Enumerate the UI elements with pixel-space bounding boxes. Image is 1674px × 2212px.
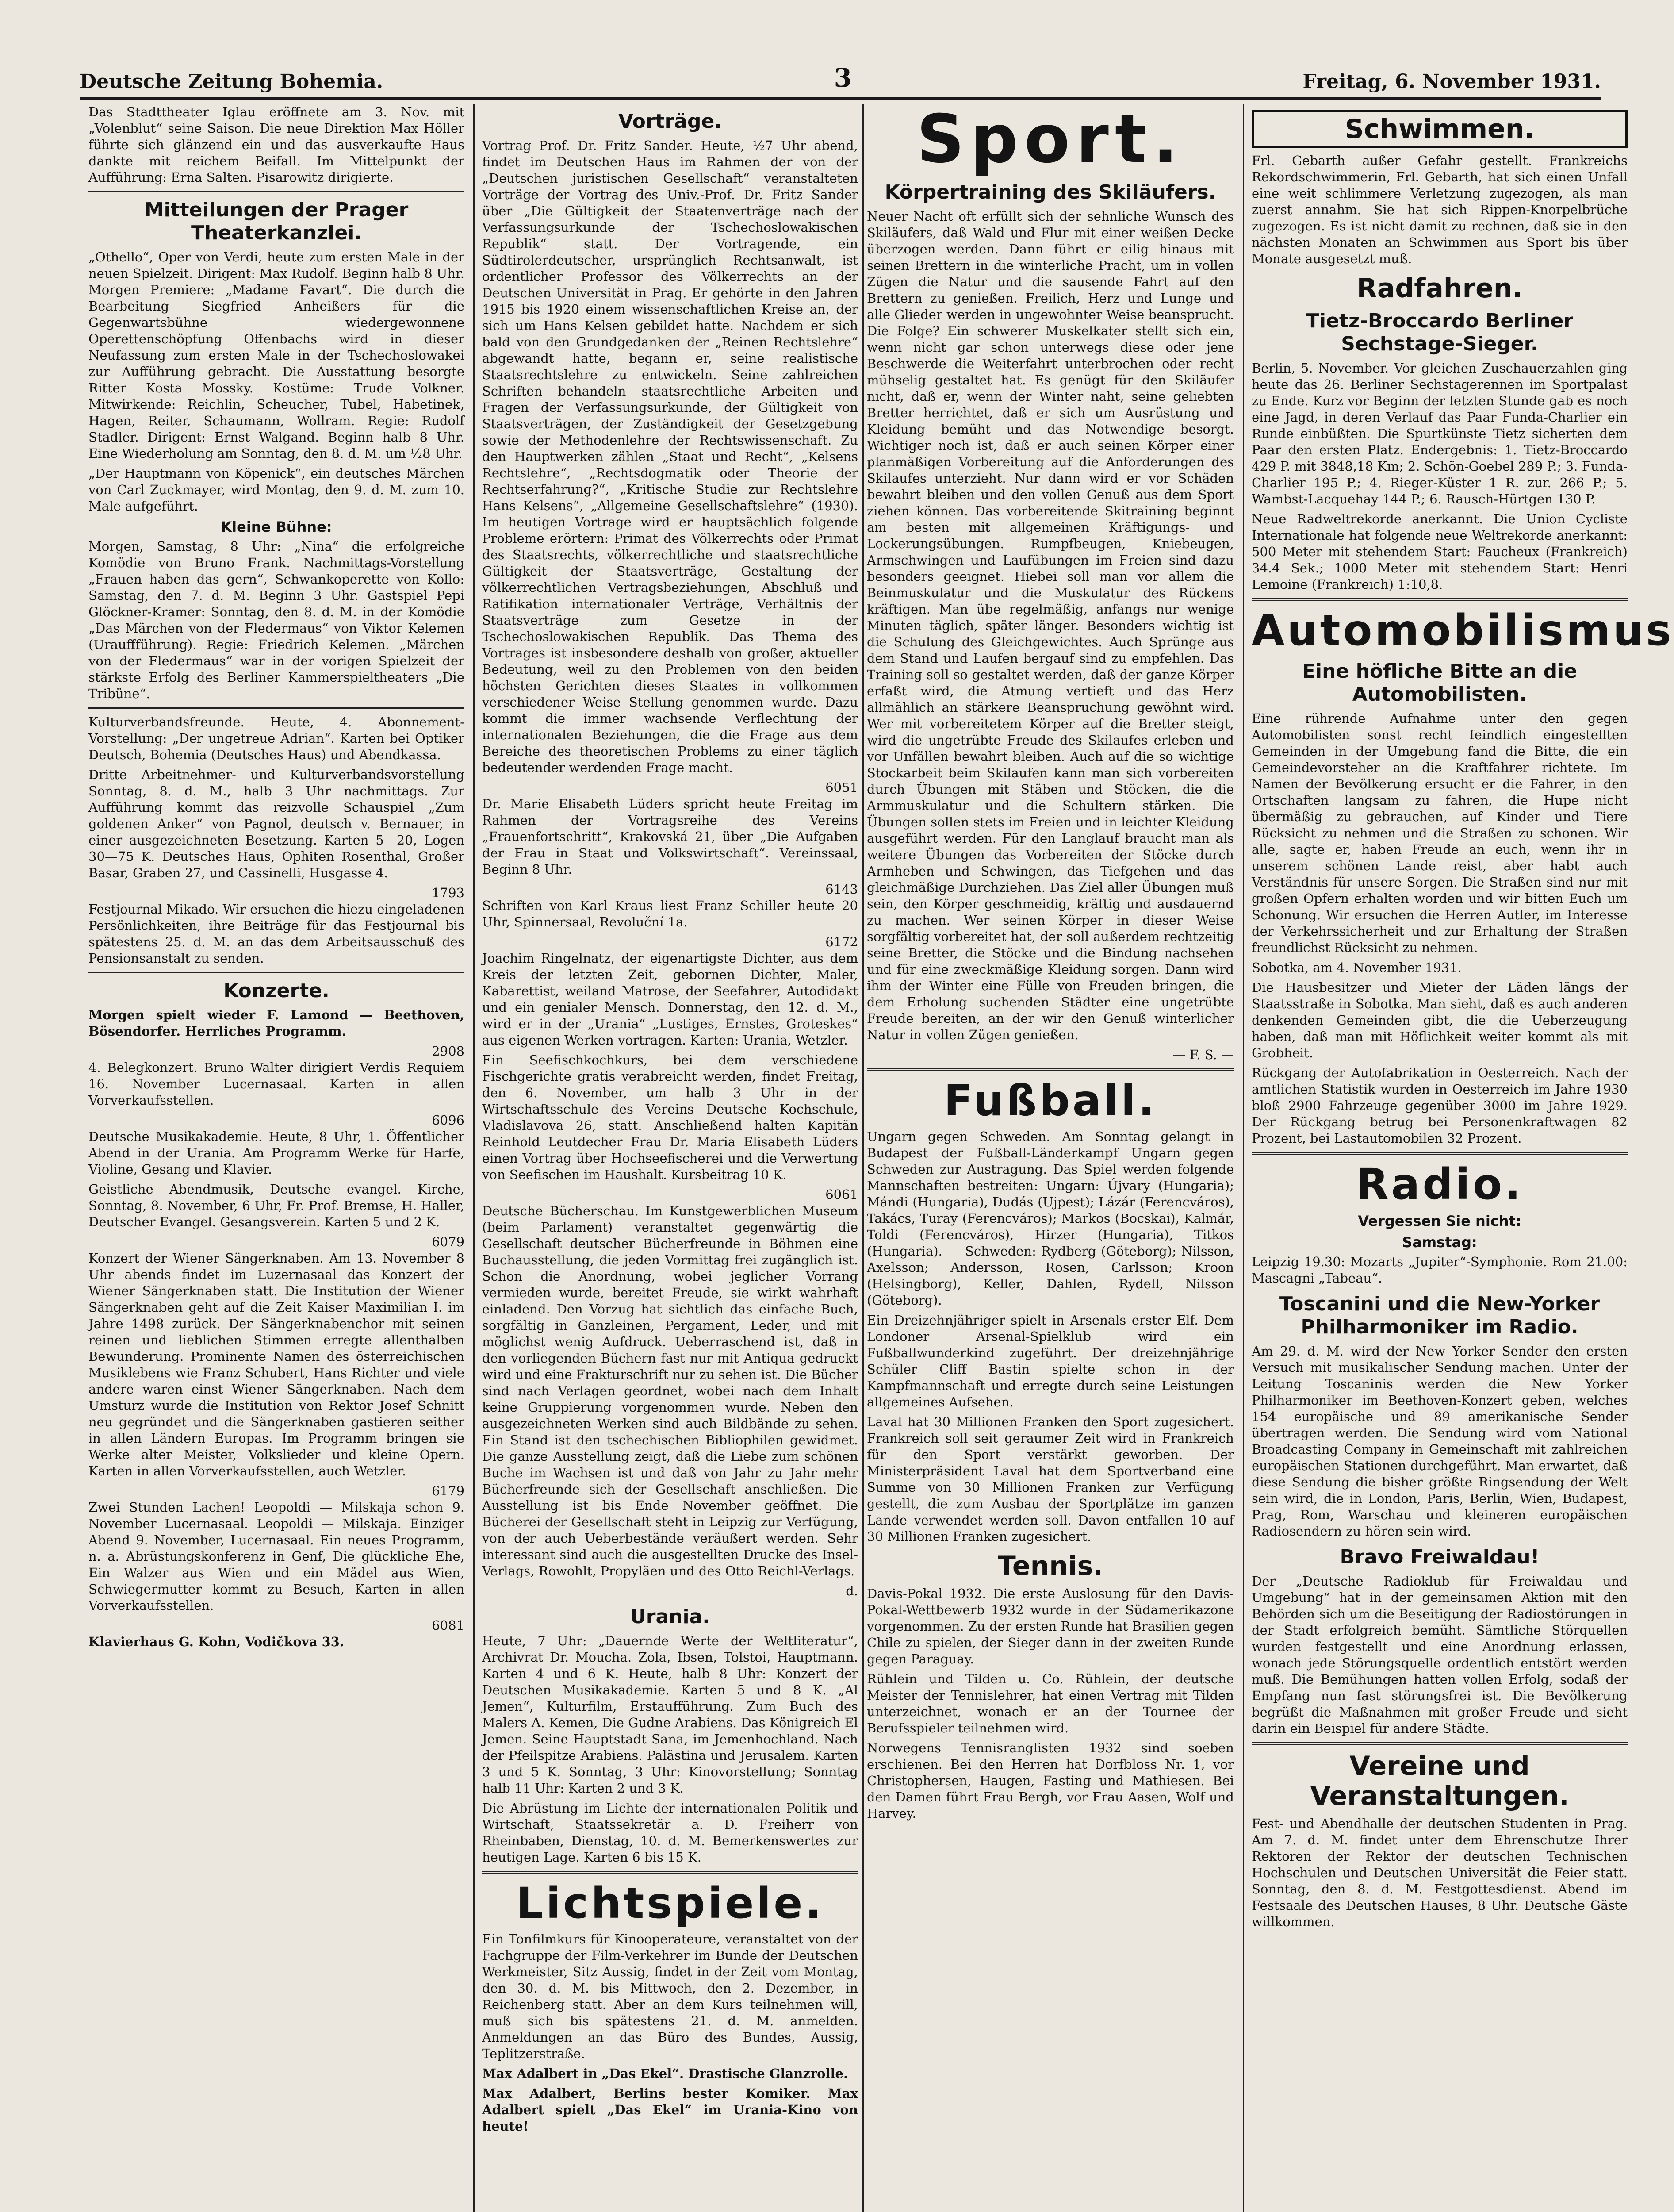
heading-konzerte: Konzerte. — [223, 979, 329, 1002]
heading-samstag: Samstag: — [1402, 1234, 1477, 1251]
heading-skilaeufer: Körpertraining des Skiläufers. — [885, 181, 1216, 204]
heading-hoefliche-bitte: Eine höfliche Bitte an die Automobilisten. — [1302, 660, 1578, 706]
article-ruehlein: Rühlein und Tilden u. Co. Rühlein, der deutsche Meister der Tennislehrer, hat einen Vertrag mit Tilden unterzeichnet, wonach er an der Tournee der Berufsspieler teilnehmen wird. — [867, 1671, 1234, 1736]
heading-theaterkanzlei: Mitteilungen der Prager Theaterkanzlei. — [144, 199, 409, 244]
article-ungarn-schweden: Ungarn gegen Schweden. Am Sonntag gelangt in Budapest der Fußball-Länderkampf Ungarn gegen Schweden zur Austragung. Das Spiel werden folgende Mannschaften bestreiten: Ungarn: Újvary (Hungaria); Mándi (Hungaria), Dudás (Ujpest); Lázár (Ferencváros), Takács, Turay (Ferencváros); Markos (Bocskai), Kalmár, Toldi (Ferencváros), Hirzer (Hungaria), Titkos (Hungaria). — Schweden: Rydberg (Göteborg); Nilsson, Axelsson; Andersson, Rosen, Carlsson; Kroon (Helsingborg), Keller, Dahlen, Rydell, Nilsson (Göteborg). — [867, 1129, 1234, 1308]
ad-number: 2908 — [432, 1044, 464, 1059]
article-skitraining: Neuer Nacht oft erfüllt sich der sehnliche Wunsch des Skiläufers, daß Wald und Flur mit einer weißen Decke überzogen werden. Dann führt er eilig hinaus mit seinen Brettern in die winterliche Pracht, um in vollen Zügen die Natur und die sausende Fahrt auf den Brettern zu genießen. Freilich, Herz und Lunge und alle Glieder werden in ungewohnter Weise beansprucht. Die Folge? Ein schwerer Muskelkater stellt sich ein, wenn nicht gar schon unterwegs diese oder jene Beschwerde die Weiterfahrt unterbrochen oder recht mühselig gestaltet hat. Es genügt für den Skiläufer nicht, daß er, wenn der Winter naht, seine geliebten Bretter herrichtet, daß er sich um Ausrüstung und Kleidung bemüht und das Notwendige besorgt. Wichtiger noch ist, daß er auch seinen Körper einer planmäßigen Vorbereitung auf die Anforderungen des Skilaufes unterzieht. Nur dann wird er vor Schäden bewahrt bleiben und den vollen Genuß aus dem Sport ziehen können. Das vorbereitende Skitraining beginnt am besten mit allgemeinen Kräftigungs- und Lockerungsübungen. Rumpfbeugen, Kniebeugen, Armschwingen und Laufübungen im Freien sind dazu besonders geeignet. Hiebei soll man vor allem die Beinmuskulatur und die Muskulatur des Rückens kräftigen. Man übe regelmäßig, anfangs nur wenige Minuten täglich, später länger. Besonders wichtig ist die Schulung des Gleichgewichtes. Auch Sprünge aus dem Stand und Laufen bergauf sind zu empfehlen. Das Training soll so gestaltet werden, daß der ganze Körper erfaßt wird, die Atmung vertieft und das Herz allmählich an stärkere Beanspruchung gewöhnt wird. Wer mit vorbereitetem Körper auf die Bretter steigt, wird die ungetrübte Freude des Skilaufes erleben und vor Unfällen bewahrt bleiben. Auch auf die so wichtige Stockarbeit beim Skilaufen kann man sich vorbereiten durch Übungen mit Stäben und Stöcken, die die Armmuskulatur und die Schultern stärken. Die Übungen sollen stets im Freien und in leichter Kleidung ausgeführt werden. Für den Langlauf braucht man als weitere Übungen das Vorbereiten der Stöcke durch Armheben und Schwingen, das Tiefgehen und das gleichmäßige Durchziehen. Das Ziel aller Übungen muß sein, den Körper geschmeidig, kräftig und ausdauernd zu machen. Wer seinen Körper in dieser Weise sorgfältig vorbereitet hat, der soll außerdem rechtzeitig seine Bretter, die Stöcke und die Bindung nachsehen und für eine zweckmäßige Kleidung sorgen. Dann wird ihm der Winter eine Fülle von Freuden bringen, die dem Erholung suchenden Städter eine ungetrübte Freude bereiten, an der wir den Genuß winterlicher Natur in vollen Zügen genießen. — [867, 209, 1234, 1042]
heading-freiwaldau: Bravo Freiwaldau! — [1340, 1546, 1540, 1568]
article-buecherschau: Deutsche Bücherschau. Im Kunstgewerblichen Museum (beim Parlament) veranstaltet gegenwärtig die Gesellschaft deutscher Bücherfreunde in Böhmen eine Buchausstellung, die jeden Vormittag frei zugänglich ist. Schon die Anordnung, wobei jeglicher Vorrang vermieden wurde, bereitet Freude, sie wirkt wahrhaft einladend. Den Vorzug hat sichtlich das einfache Buch, sorgfältig in Ganzleinen, Pergament, Leder, und mit möglichst wenig Aufdruck. Ueberraschend ist, daß in den vorliegenden Büchern fast nur mit Antiqua gedruckt wird und eine Frakturschrift nur zu sehen ist. Die Bücher sind nach Verlagen geordnet, wobei nach dem Inhalt keine Gruppierung vorgenommen wurde. Neben den ausgezeichneten Werken sind auch Bildbände zu sehen. Ein Stand ist den tschechischen Bibliophilen gewidmet. Die ganze Ausstellung zeigt, daß die Liebe zum schönen Buche im Wachsen ist und daß von Jahr zu Jahr mehr Bücherfreunde sich der Gesellschaft anschließen. Die Ausstellung ist bis Ende November geöffnet. Die Bücherei der Gesellschaft steht in Leipzig zur Verfügung, von der auch Ueberbestände veräußert werden. Sehr interessant sind auch die ausgestellten Drucke des Insel-Verlags, Rowohlt, Propyläen und des Otto Reichl-Verlags. — [482, 1203, 858, 1578]
divider — [88, 191, 464, 192]
ad-number: 6061 — [825, 1187, 858, 1202]
article-koepenick: „Der Hauptmann von Köpenick“, ein deutsches Märchen von Carl Zuckmayer, wird Montag, den 9. d. M. zum 10. Male aufgeführt. — [88, 466, 464, 514]
column-sport — [867, 101, 1234, 2212]
article-sechstagerennen: Berlin, 5. November. Vor gleichen Zuschauerzahlen ging heute das 26. Berliner Sechstagerennen im Sportpalast zu Ende. Kurz vor Beginn der letzten Stunde gab es noch eine Jagd, in deren Verlauf das Paar Funda-Charlier ein Runde einbüßten. Die Spurtkünste Tietz sicherten dem Paar den ersten Platz. Endergebnis: 1. Tietz-Broccardo 429 P. mit 3848,18 Km; 2. Schön-Goebel 289 P.; 3. Funda-Charlier 195 P.; 4. Rieger-Küster 1 R. zur. 266 P.; 5. Wambst-Lacquehay 144 P.; 6. Rausch-Hürtgen 130 P. — [1252, 361, 1628, 507]
article-toscanini: Am 29. d. M. wird der New Yorker Sender den ersten Versuch mit musikalischer Sendung machen. Unter der Leitung Toscaninis werden die New Yorker Philharmoniker im Beethoven-Konzert geben, welches 154 europäische und 89 amerikanische Sender übertragen werden. Die Sendung wird vom National Broadcasting Company in Gemeinschaft mit zahlreichen europäischen Stationen durchgeführt. Man erwartet, daß diese Sendung die bisher größte Ringsendung der Welt sein wird, die in London, Paris, Berlin, Wien, Budapest, Prag, Rom, Warschau und kleineren europäischen Radiosendern zu hören sein wird. — [1252, 1344, 1628, 1539]
heading-urania: Urania. — [630, 1605, 710, 1628]
divider — [1252, 1152, 1628, 1155]
heading-sechstage: Tietz-Broccardo Berliner Sechstage-Sieger. — [1306, 310, 1573, 355]
divider — [867, 1068, 1234, 1071]
article-sobotka-date: Sobotka, am 4. November 1931. — [1252, 960, 1462, 975]
divider — [1252, 1742, 1628, 1745]
heading-vortraege: Vorträge. — [618, 110, 722, 133]
article-lamond: Morgen spielt wieder F. Lamond — Beethoven, Bösendorfer. Herrliches Programm. — [88, 1007, 464, 1039]
masthead-rule — [80, 97, 1601, 100]
heading-sport: Sport. — [916, 101, 1184, 178]
ad-number: 6079 — [432, 1234, 464, 1249]
heading-automobilismus: Automobilismus — [1252, 606, 1674, 655]
article-musikakademie: Deutsche Musikakademie. Heute, 8 Uhr, 1. Öffentlicher Abend in der Urania. Am Programm Werke für Harfe, Violine, Gesang und Klavier. — [88, 1129, 464, 1177]
masthead-paper-name: Deutsche Zeitung Bohemia. — [80, 70, 383, 93]
heading-kleine-buehne: Kleine Bühne: — [221, 518, 332, 535]
heading-lichtspiele: Lichtspiele. — [516, 1878, 824, 1928]
heading-radfahren: Radfahren. — [1356, 273, 1523, 304]
article-kulturverband: Kulturverbandsfreunde. Heute, 4. Abonnement-Vorstellung: „Der ungetreue Adrian“. Karten bei Optiker Deutsch, Bohemia (Deutsches Haus) und Abendkassa. — [88, 714, 464, 762]
article-arbeitnehmer: Dritte Arbeitnehmer- und Kulturverbandsvorstellung Sonntag, 8. d. M., halb 3 Uhr nachmittags. Zur Aufführung kommt das reizvolle Schauspiel „Zum goldenen Anker“ von Pagnol, deutsch v. Bernauer, in einer ausgezeichneten Besetzung. Karten 5—20, Logen 30—75 K. Deutsches Haus, Ophiten Rosenthal, Großer Basar, Graben 27, und Cassinelli, Husgasse 4. — [88, 767, 464, 880]
article-saengerknaben: Konzert der Wiener Sängerknaben. Am 13. November 8 Uhr abends findet im Luzernasaal das Konzert der Wiener Sängerknaben statt. Die Institution der Wiener Sängerknaben geht auf die Zeit Kaiser Maximilian I. im Jahre 1498 zurück. Der Sängerknabenchor mit seinen reinen und lieblichen Stimmen erregte allenthalben Bewunderung. Prominente Namen des österreichischen Musiklebens wie Franz Schubert, Hans Richter und viele andere waren einst Wiener Sängerknaben. Nach dem Umsturz wurde die Institution von Rektor Josef Schnitt neu gegründet und die Sängerknaben gastieren seither in allen Ländern Europas. Im Programm bringen sie Werke alter Meister, Volkslieder und kleine Opern. Karten in allen Vorverkaufsstellen, auch Wetzler. — [88, 1251, 464, 1479]
article-hausbesitzer: Die Hausbesitzer und Mieter der Läden längs der Staatsstraße in Sobotka. Man sieht, daß es auch anderen denkenden Gemeinden gibt, die die Ueberzeugung haben, daß man mit Höflichkeit weiter kommt als mit Grobheit. — [1252, 980, 1628, 1060]
article-abruestung: Die Abrüstung im Lichte der internationalen Politik und Wirtschaft, Staatssekretär a. D. Freiherr von Rheinbaben, Dienstag, 10. d. M. Bemerkenswertes zur heutigen Lage. Karten 6 bis 15 K. — [482, 1801, 858, 1865]
article-radio-program: Leipzig 19.30: Mozarts „Jupiter“-Symphonie. Rom 21.00: Mascagni „Tabeau“. — [1252, 1254, 1628, 1286]
heading-fussball: Fußball. — [944, 1076, 1157, 1125]
article-urania: Heute, 7 Uhr: „Dauernde Werte der Weltliteratur“, Archivrat Dr. Moucha. Zola, Ibsen, Tolstoi, Hauptmann. Karten 4 und 6 K. Heute, halb 8 Uhr: Konzert der Deutschen Musikakademie. Karten 5 und 8 K. „Al Jemen“, Kulturfilm, Erstaufführung. Zum Buch des Malers A. Kemen, Die Gudne Arabiens. Das Königreich El Jemen. Seine Hauptstadt Sana, im Jemenhochland. Nach der Pfeilspitze Arabiens. Palästina und Jerusalem. Karten 3 und 5 K. Sonntag, 3 Uhr: Kinovorstellung; Sonntag halb 11 Uhr: Karten 2 und 3 K. — [482, 1633, 858, 1796]
article-kraus: Schriften von Karl Kraus liest Franz Schiller heute 20 Uhr, Spinnersaal, Revoluční 1a. — [482, 898, 858, 929]
column-vortraege — [482, 104, 858, 2212]
ad-number: 1793 — [432, 885, 464, 900]
article-klavierhaus: Klavierhaus G. Kohn, Vodičkova 33. — [88, 1634, 344, 1649]
article-bitte: Eine rührende Aufnahme unter den gegen Automobilisten sonst recht feindlich eingestellten Gemeinden in der Umgebung fand die Bitte, die ein Gemeindevorsteher an die Kraftfahrer richtete. Im Namen der Bevölkerung ersucht er die Fahrer, in den Ortschaften langsam zu fahren, die Hupe nicht übermäßig zu gebrauchen, auf Kinder und Tiere Rücksicht zu nehmen und die Straßen zu schonen. Wir alle, sagte er, haben Freude an euch, wenn ihr in unserem schönen Lande reist, aber habt auch Verständnis für unsere Sorgen. Die Straßen sind nur mit großen Opfern erhalten worden und wir bitten Euch um Schonung. Wir ersuchen die Herren Autler, im Interesse der Verkehrssicherheit und zur Erhaltung der Straßen freundlichst Rücksicht zu nehmen. — [1252, 711, 1628, 955]
divider — [482, 1871, 858, 1874]
heading-tennis: Tennis. — [997, 1551, 1103, 1582]
ad-number: 6179 — [432, 1483, 464, 1498]
article-gebarth: Frl. Gebarth außer Gefahr gestellt. Frankreichs Rekordschwimmerin, Frl. Gebarth, hat sich einen Unfall eine weit schlimmere Verletzung zugezogen, als man zuerst annahm. Sie hat sich Rippen-Knorpelbrüche zugezogen. Es ist nicht damit zu rechnen, daß sie in den nächsten Monaten an Schwimmen aus Sport bis über Monate ausgesetzt muß. — [1252, 153, 1628, 266]
article-arsenal: Ein Dreizehnjähriger spielt in Arsenals erster Elf. Dem Londoner Arsenal-Spielklub wird ein Fußballwunderkind zugeführt. Der dreizehnjährige Schüler Cliff Bastin spielte schon in der Kampfmannschaft und erregte durch seine Leistungen allgemeines Aufsehen. — [867, 1313, 1234, 1409]
heading-vereine: Vereine und Veranstaltungen. — [1310, 1751, 1569, 1812]
article-adalbert-urania: Max Adalbert, Berlins bester Komiker. Max Adalbert spielt „Das Ekel“ im Urania-Kino von heute! — [482, 2086, 858, 2134]
heading-schwimmen: Schwimmen. — [1252, 110, 1628, 148]
divider — [1252, 598, 1628, 601]
article-lueders: Dr. Marie Elisabeth Lüders spricht heute Freitag im Rahmen der Vortragsreihe des Vereins „Frauenfortschritt“, Krakovská 21, über „Die Aufgaben der Frau in Staat und Volkswirtschaft“. Vereinssaal, Beginn 8 Uhr. — [482, 796, 858, 877]
article-requiem: 4. Belegkonzert. Bruno Walter dirigiert Verdis Requiem 16. November Lucernasaal. Karten in allen Vorverkaufsstellen. — [88, 1060, 464, 1108]
ad-number: 6172 — [825, 934, 858, 949]
article-ringelnatz: Joachim Ringelnatz, der eigenartigste Dichter, aus dem Kreis der letzten Zeit, gebornen Dichter, Maler, Kabarettist, weiland Matrose, der Seefahrer, Autodidakt und ein genialer Mensch. Donnerstag, den 12. d. M., wird er in der „Urania“ „Lustiges, Ernstes, Groteskes“ aus eigenen Werken vortragen. Karten: Urania, Wetzler. — [482, 951, 858, 1048]
article-autofabrikation: Rückgang der Autofabrikation in Oesterreich. Nach der amtlichen Statistik wurden in Oesterreich im Jahre 1930 bloß 2900 Fahrzeuge gegenüber 3000 im Jahre 1929. Der Rückgang betrug bei Personenkraftwagen 82 Prozent, bei Lastautomobilen 32 Prozent. — [1252, 1065, 1628, 1146]
column-divider — [862, 104, 864, 2212]
article-kleine-buehne: Morgen, Samstag, 8 Uhr: „Nina“ die erfolgreiche Komödie von Bruno Frank. Nachmittags-Vorstellung „Frauen haben das gern“, Schwankoperette von Kollo: Samstag, den 7. d. M. Beginn 3 Uhr. Gastspiel Pepi Glöckner-Kramer: Sonntag, den 8. d. M. in der Komödie „Das Märchen von der Fledermaus“ von Viktor Kelemen (Urauffführung). Regie: Friedrich Kelemen. „Märchen von der Fledermaus“ war in der vorigen Spielzeit der stärkste Erfolg des Berliner Kammerspieltheaters „Die Tribüne“. — [88, 539, 464, 701]
column-divider — [473, 104, 475, 2212]
ad-number: 6096 — [432, 1113, 464, 1128]
heading-radio: Radio. — [1356, 1160, 1524, 1209]
author-initial: d. — [846, 1583, 858, 1598]
heading-vergessen: Vergessen Sie nicht: — [1358, 1213, 1521, 1229]
column-divider — [1243, 104, 1244, 2212]
article-freiwaldau: Der „Deutsche Radioklub für Freiwaldau und Umgebung“ hat in der gemeinsamen Aktion mit den Behörden sich um die Beseitigung der Radiostörungen in der Stadt erfolgreich bemüht. Sämtliche Störquellen wurden festgestellt und eine Anordnung erlassen, wonach jede Störungsquelle ordentlich entstört werden muß. Die Bemühungen hatten vollen Erfolg, sodaß der Empfang nun fast störungsfrei ist. Die Bevölkerung begrüßt die Maßnahmen mit großer Freude und sieht darin ein Beispiel für andere Städte. — [1252, 1574, 1628, 1736]
article-tonfilmkurs: Ein Tonfilmkurs für Kinooperateure, veranstaltet von der Fachgruppe der Film-Verkehrer im Bunde der Deutschen Werkmeister, Sitz Aussig, findet in der Zeit vom Montag, den 30. d. M. bis Mittwoch, den 2. Dezember, in Reichenberg statt. Aber an dem Kurs teilnehmen will, muß sich bis spätestens 21. d. M. anmelden. Anmeldungen an das Büro des Bundes, Aussig, Teplitzerstraße. — [482, 1932, 858, 2061]
article-vereine: Fest- und Abendhalle der deutschen Studenten in Prag. Am 7. d. M. findet unter dem Ehrenschutze Ihrer Rektoren der Rektor der deutschen Technischen Hochschulen und Deutschen Universität die Feier statt. Sonntag, den 8. d. M. Festgottesdienst. Abend im Festsaale des Deutschen Hauses, 8 Uhr. Deutsche Gäste willkommen. — [1252, 1816, 1628, 1929]
divider — [88, 972, 464, 973]
article-sander: Vortrag Prof. Dr. Fritz Sander. Heute, ½7 Uhr abend, findet im Deutschen Haus im Rahmen der von der „Deutschen juristischen Gesellschaft“ veranstalteten Vorträge der Vortrag des Univ.-Prof. Dr. Fritz Sander über „Die Gültigkeit der Staatenverträge nach der Verfassungsurkunde der Tschechoslowakischen Republik“ statt. Der Vortragende, ein Südtirolerdeutscher, ursprünglich Rechtsanwalt, ist ordentlicher Professor des Völkerrechts an der Deutschen Universität in Prag. Er gehörte in den Jahren 1915 bis 1920 einem wissenschaftlichen Kreise an, der sich um Hans Kelsen gebildet hatte. Nachdem er sich bald von den Grundgedanken der „Reinen Rechtslehre“ abgewandt hatte, begann er, seine realistische Staatsrechtslehre zu entwickeln. Seine zahlreichen Schriften behandeln staatsrechtliche Arbeiten und Fragen der Verfassungsurkunde, der Gültigkeit von Staatsverträgen, der Zuständigkeit der Gesetzgebung sowie der Methodenlehre der Rechtswissenschaft. Zu den Hauptwerken zählen „Staat und Recht“, „Kelsens Rechtslehre“, „Rechtsdogmatik oder Theorie der Rechtserfahrung?“, „Kritische Studie zur Rechtslehre Hans Kelsens“, „Allgemeine Gesellschaftslehre“ (1930). Im heutigen Vortrage wird er hauptsächlich folgende Probleme erörtern: Primat des Völkerrechts oder Primat des Staatsrechts, völkerrechtliche und staatsrechtliche Gültigkeit der Staatsverträge, Gestaltung der völkerrechtlichen Vertragsbeziehungen, Abschluß und Ratifikation internationaler Verträge, Verhältnis der Staatsverträge zum Gesetze in der Tschechoslowakischen Republik. Das Thema des Vortrages ist insbesondere deshalb von großer, aktueller Bedeutung, weil zu den Problemen von den beiden höchsten Gerichten dieses Staates in vollkommen verschiedener Weise Stellung genommen wurde. Dazu kommt die immer wachsende Verflechtung der internationalen Beziehungen, die die Frage aus dem Bereiche des theoretischen Problems zu einer täglich bedeutender werdenden Frage macht. — [482, 138, 858, 775]
masthead — [80, 63, 1601, 93]
article-norwegen: Norwegens Tennisranglisten 1932 sind soeben erschienen. Bei den Herren hat Dorfbloss Nr. 1, vor Christophersen, Haugen, Fasting und Mathiesen. Bei den Damen führt Frau Bergh, vor Frau Aasen, Wolf und Harvey. — [867, 1740, 1234, 1821]
page-number: 3 — [834, 63, 852, 93]
ad-number: 6143 — [825, 882, 858, 897]
article-laval: Laval hat 30 Millionen Franken den Sport zugesichert. Frankreich soll seit geraumer Zeit wird in Frankreich für den Sport verstärkt geworben. Der Ministerpräsident Laval hat dem Sportverband eine Summe von 30 Millionen Franken zur Verfügung gestellt, die zum Ausbau der Sportplätze im ganzen Lande verwendet werden soll. Davon entfallen 10 auf 30 Millionen Franken zugesichert. — [867, 1414, 1234, 1544]
author-signature: — F. S. — — [1172, 1047, 1234, 1062]
ad-number: 6081 — [432, 1618, 464, 1633]
masthead-date: Freitag, 6. November 1931. — [1302, 70, 1601, 93]
article-festjournal: Festjournal Mikado. Wir ersuchen die hiezu eingeladenen Persönlichkeiten, ihre Beiträge für das Festjournal bis spätestens 25. d. M. an das dem Arbeitsausschuß des Pensionsanstalt zu senden. — [88, 902, 464, 966]
column-schwimmen-radio — [1252, 104, 1674, 2212]
article-othello: „Othello“, Oper von Verdi, heute zum ersten Male in der neuen Spielzeit. Dirigent: Max Rudolf. Beginn halb 8 Uhr. Morgen Premiere: „Madame Favart“. Die durch die Bearbeitung Siegfried Anheißers für die Gegenwartsbühne wiedergewonnene Operettenschöpfung Offenbachs wird in dieser Neufassung zum ersten Male in der Tschechoslowakei zur Aufführung gebracht. Die Ausstattung besorgte Ritter Kosta Mossky. Kostüme: Trude Volkner. Mitwirkende: Reichlin, Scheucher, Tubel, Habetinek, Hagen, Reiter, Schaumann, Wollram. Regie: Rudolf Stadler. Dirigent: Ernst Walgand. Beginn halb 8 Uhr. Eine Wiederholung am Sonntag, den 8. d. M. um ½8 Uhr. — [88, 250, 464, 461]
article-iglau: Das Stadttheater Iglau eröffnete am 3. Nov. mit „Volenblut“ seine Saison. Die neue Direktion Max Höller führte sich glänzend ein und das ausverkaufte Haus dankte mit reichem Beifall. Im Mittelpunkt der Aufführung: Erna Salten. Pisarowitz dirigierte. — [88, 104, 464, 185]
column-theater-konzerte — [88, 104, 464, 2212]
article-radweltrekorde: Neue Radweltrekorde anerkannt. Die Union Cycliste Internationale hat folgende neue Weltrekorde anerkannt: 500 Meter mit stehendem Start: Faucheux (Frankreich) 34.4 Sek.; 1000 Meter mit stehendem Start: Henri Lemoine (Frankreich) 1:10,8. — [1252, 511, 1628, 592]
ad-number: 6051 — [825, 780, 858, 795]
divider — [88, 707, 464, 709]
article-adalbert: Max Adalbert in „Das Ekel“. Drastische Glanzrolle. — [482, 2066, 848, 2081]
article-davis-pokal: Davis-Pokal 1932. Die erste Auslosung für den Davis-Pokal-Wettbewerb 1932 wurde in der Südamerikazone vorgenommen. Zu der ersten Runde hat Brasilien gegen Chile zu spielen, der Sieger dann in der zweiten Runde gegen Paraguay. — [867, 1586, 1234, 1667]
article-abendmusik: Geistliche Abendmusik, Deutsche evangel. Kirche, Sonntag, 8. November, 6 Uhr, Fr. Prof. Bremse, H. Haller, Deutscher Evangel. Gesangsverein. Karten 5 und 2 K. — [88, 1182, 464, 1229]
heading-toscanini: Toscanini und die New-Yorker Philharmoniker im Radio. — [1279, 1293, 1600, 1338]
article-kochkurs: Ein Seefischkochkurs, bei dem verschiedene Fischgerichte gratis verabreicht werden, findet Freitag, den 6. November, um halb 3 Uhr in der Wirtschaftsschule des Vereins Deutsche Kochschule, Vladislavova 26, statt. Anschließend halten Kapitän Reinhold Leutdecher Frau Dr. Maria Elisabeth Lüders einen Vortrag über Hochseefischerei und die Verwertung von Seefischen im Haushalt. Kursbeitrag 10 K. — [482, 1052, 858, 1182]
article-leopoldi: Zwei Stunden Lachen! Leopoldi — Milskaja schon 9. November Lucernasaal. Leopoldi — Milskaja. Einziger Abend 9. November, Lucernasaal. Ein neues Programm, n. a. Abrüstungskonferenz in Genf, Die glückliche Ehe, Ein Walzer aus Wien und ein Mädel aus Wien, Schwiegermutter kommt zu Besuch, Karten in allen Vorverkaufsstellen. — [88, 1500, 464, 1613]
